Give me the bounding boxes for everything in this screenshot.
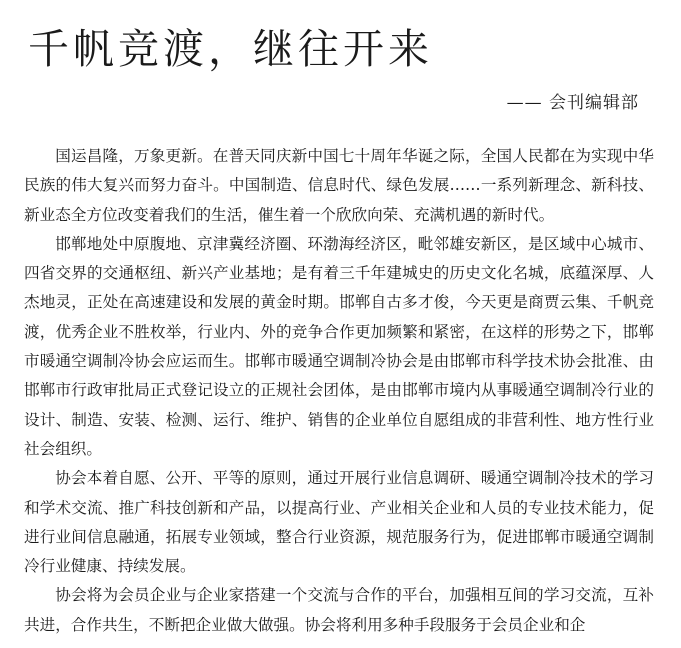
article-title: 千帆竞渡，继往开来 — [28, 25, 433, 73]
paragraph-1: 国运昌隆，万象更新。在普天同庆新中国七十周年华诞之际，全国人民都在为实现中华民族的伟大复兴而努力奋斗。中国制造、信息时代、绿色发展……一系列新理念、新科技、新业态全方位改变着我们的生活，催生着一个欣欣向荣、充满机遇的新时代。 — [24, 147, 654, 224]
article-body — [24, 142, 654, 640]
article-byline: —— 会刊编辑部 — [506, 93, 639, 113]
paragraph-2: 邯郸地处中原腹地、京津冀经济圈、环渤海经济区，毗邻雄安新区，是区域中心城市、四省交界的交通枢纽、新兴产业基地；是有着三千年建城史的历史文化名城，底蕴深厚、人杰地灵，正处在高速建设和发展的黄金时期。邯郸自古多才俊，今天更是商贾云集、千帆竞渡，优秀企业不胜枚举，行业内、外的竞争合作更加频繁和紧密，在这样的形势之下，邯郸市暖通空调制冷协会应运而生。邯郸市暖通空调制冷协会是由邯郸市科学技术协会批准、由邯郸市行政审批局正式登记设立的正规社会团体，是由邯郸市境内从事暖通空调制冷行业的设计、制造、安装、检测、运行、维护、销售的企业单位自愿组成的非营利性、地方性行业社会组织。 — [24, 234, 654, 458]
paragraph-4: 协会将为会员企业与企业家搭建一个交流与合作的平台，加强相互间的学习交流，互补共进，合作共生，不断把企业做大做强。协会将利用多种手段服务于会员企业和企 — [24, 586, 654, 634]
paragraph-3: 协会本着自愿、公开、平等的原则，通过开展行业信息调研、暖通空调制冷技术的学习和学术交流、推广科技创新和产品，以提高行业、产业相关企业和人员的专业技术能力，促进行业间信息融通，拓展专业领域，整合行业资源，规范服务行为，促进邯郸市暖通空调制冷行业健康、持续发展。 — [24, 469, 654, 576]
